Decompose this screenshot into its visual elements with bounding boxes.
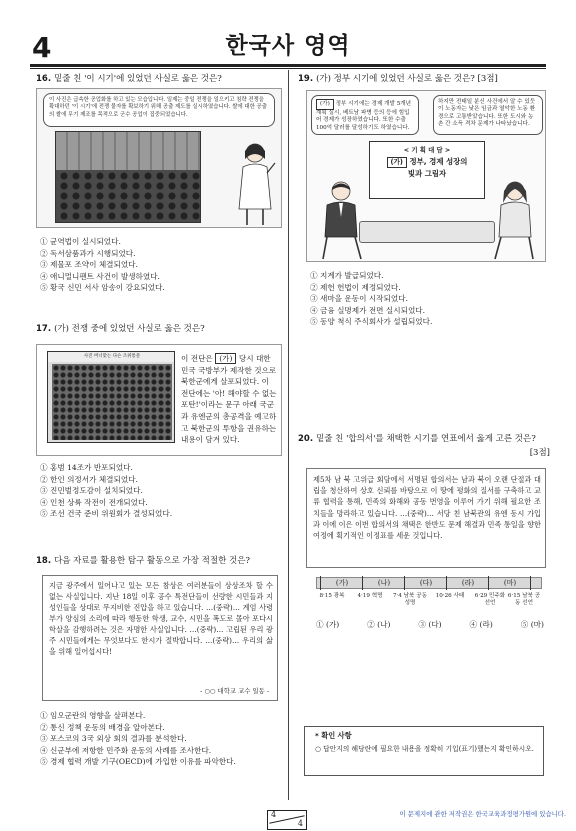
question-19-stem: [298, 74, 548, 85]
choice-3[interactable]: ③ 포스코의 3국 외상 회의 결과를 분석한다.: [40, 734, 187, 743]
question-20-score: [520, 448, 550, 459]
speech-bubble-left: [311, 95, 419, 135]
blank-ga: (가): [215, 353, 236, 364]
speech-bubble-right: 하지만 전태일 분신 사건에서 알 수 있듯이 노동자는 낮은 임금과 열악한 노동 환경으로 고통받았습니다. 또한 도시와 농촌 간 소득 격차 문제가 나타났습니다.: [433, 95, 543, 135]
choice-1[interactable]: ① (가): [316, 620, 340, 629]
choice-4[interactable]: ④ (라): [469, 620, 493, 629]
timeline-tick: [404, 576, 405, 590]
teacher-illustration: [233, 139, 277, 227]
tv-title: [376, 156, 478, 179]
timeline-event: 7·4 남북 공동 성명: [392, 593, 428, 606]
timeline-event: 4·19 혁명: [357, 593, 383, 599]
timeline-segment: (라): [461, 579, 475, 587]
question-text: (가) 정부 시기에 있었던 사실로 옳은 것은?: [316, 74, 475, 84]
choice-5[interactable]: ⑤ 황국 신민 서사 암송이 강요되었다.: [40, 283, 165, 292]
question-text: 다음 자료를 활용한 탐구 활동으로 가장 적절한 것은?: [54, 556, 250, 566]
timeline-event: 6·15 남북 공동 선언: [507, 593, 541, 606]
notice-body: ○ 답안지의 해당란에 필요한 내용을 정확히 기입(표기)했는지 확인하시오.: [315, 745, 534, 753]
question-19-figure: [306, 90, 546, 262]
timeline-event: 6·29 민주화 선언: [474, 593, 506, 606]
bubble-left-text: 정부 시기에는 경제 개발 5개년 계획 실시, 베트남 파병 등의 등에 힘입어 경제가 성장하였습니다. 또한 수출 100억 달러를 달성하기도 하였습니다.: [316, 101, 412, 131]
choice-2[interactable]: ② 한인 의정서가 체결되었다.: [40, 474, 138, 484]
header-rule-thick: [30, 64, 546, 67]
tv-program-label: < 기 획 대 담 >: [403, 146, 451, 154]
tv-screen: [369, 141, 485, 199]
timeline-tick: [530, 576, 531, 590]
choice-5[interactable]: ⑤ 경제 협력 개발 기구(OECD)에 가입한 이유를 파악한다.: [40, 757, 236, 766]
choice-4[interactable]: ④ 신군부에 저항한 민주화 운동의 사례를 조사한다.: [40, 745, 212, 755]
source-text-post: 당시 대한민국 국방부가 제작한 것으로 북한군에게 살포되었다. 이 전단에는 '아! 해야할 수 없는 포탄!'이라는 문구 아래 국군과 유엔군의 총공격을 예고하고 북한군의 투항을 권유하는 내용이 담겨 있다.: [181, 354, 277, 445]
question-18-source-box: [42, 575, 278, 701]
source-text: [49, 353, 277, 446]
score-label: [3점]: [529, 448, 550, 458]
notice-title: * 확인 사항: [315, 731, 352, 740]
female-speaker-illustration: [491, 177, 539, 261]
question-text: 밑줄 친 '합의서'를 채택한 시기를 연표에서 옳게 고른 것은?: [316, 434, 536, 444]
column-divider: [288, 70, 289, 800]
choice-4[interactable]: ④ 애니멀니팬트 사건이 발생하였다.: [40, 271, 160, 281]
timeline: [310, 576, 542, 616]
choice-1[interactable]: ① 임오군란의 영향을 살펴본다.: [40, 711, 146, 720]
question-17-source-box: [36, 344, 282, 456]
choice-2[interactable]: ② 독서삼품과가 시행되었다.: [40, 248, 136, 258]
tv-title-line-1: 정부, 경제 성장의: [409, 157, 468, 167]
choice-3[interactable]: ③ 새마을 운동이 시작되었다.: [310, 294, 408, 303]
photo-building: [56, 132, 201, 174]
timeline-segment: (가): [335, 579, 349, 587]
page-title: 한국사 영역: [225, 33, 351, 59]
question-number: 16.: [36, 74, 52, 84]
question-text: 밑줄 친 '이 시기'에 있었던 사실로 옳은 것은?: [54, 74, 222, 84]
page-counter: [267, 810, 307, 830]
timeline-bar: [316, 577, 542, 589]
photo-crowd: [56, 170, 201, 222]
choice-4[interactable]: ④ 인천 상륙 작전이 전개되었다.: [40, 497, 148, 507]
question-18-stem: [36, 556, 284, 567]
question-17-stem: [36, 324, 284, 335]
confirmation-notice: [304, 726, 544, 776]
question-text: (가) 전쟁 중에 있었던 사실로 옳은 것은?: [54, 324, 205, 334]
question-20-stem: [298, 434, 548, 445]
question-20-choices: [316, 620, 544, 630]
question-number: 20.: [298, 434, 314, 444]
question-number: 19.: [298, 74, 314, 84]
question-17-choices: [40, 462, 172, 520]
question-16-figure: [36, 88, 282, 228]
timeline-segment: (나): [377, 579, 391, 587]
total-pages: 4: [297, 818, 303, 828]
timeline-segment: (다): [419, 579, 433, 587]
choice-1[interactable]: ① 균역법이 실시되었다.: [40, 237, 121, 246]
tv-title-line-2: 빛과 그림자: [407, 169, 447, 179]
question-number: 17.: [36, 324, 52, 334]
source-text: 제5차 남 북 고위급 회담에서 서명된 합의서는 남과 북이 오랜 단절과 대립을 청산하여 상호 신뢰를 바탕으로 이 땅에 평화의 질서를 구축하고 교류 협력을 통해, 민족의 화해와 공동 번영을 이루어 가기 위해 필요한 조치들을 망라하고 있습니다. …(중략)… 서당 친 남북관의 유엔 동시 가입과 이에 이은 이번 합의서의 채택은 한반도 문제 해결과 민족 통일을 향한 여정에 획기적인 이정표를 세운 것입니다.: [313, 475, 541, 541]
question-16-stem: [36, 74, 284, 85]
source-text: 지금 광주에서 일어나고 있는 모든 참상은 여러분들이 상상조차 할 수 없는 사실입니다. 지난 18일 이후 공수 특전단들이 선량한 시민들과 지성인들을 상대로 무지비한 진압을 하고 있습니다. …(중략)… 계엄 사령부가 양심의 소리에 따라 행동한 학생, 교수, 시민을 폭도로 몰아 포다시 학살을 감행하려는 것은 자명한 사실입니다. …(중략)… 고립된 우리 광주 시민들에게는 무엇보다도 한시가 절박합니다. …(중략)… 우리의 삶을 위해 일어섭시다!: [49, 581, 273, 656]
timeline-tick: [362, 576, 363, 590]
blank-ga: (가): [387, 157, 407, 168]
source-attribution: - ○○ 대학교 교수 일동 -: [200, 686, 269, 695]
leaflet-heading: 사진 버너맞는 다슨 조위통문: [48, 352, 175, 362]
timeline-segment: (마): [503, 579, 517, 587]
choice-1[interactable]: ① 지계가 발급되었다.: [310, 271, 384, 280]
choice-2[interactable]: ② 제헌 헌법이 제정되었다.: [310, 282, 401, 292]
timeline-event: 10·26 사태: [435, 593, 465, 599]
blank-ga: (가): [316, 99, 334, 110]
header-rule-thin: [30, 68, 546, 69]
choice-3[interactable]: ③ (다): [418, 620, 442, 629]
choice-5[interactable]: ⑤ (마): [520, 620, 544, 629]
timeline-tick: [446, 576, 447, 590]
choice-5[interactable]: ⑤ 조선 건국 준비 위원회가 결성되었다.: [40, 509, 173, 518]
question-number: 18.: [36, 556, 52, 566]
choice-3[interactable]: ③ 제물포 조약이 체결되었다.: [40, 260, 138, 269]
page-number: 4: [32, 31, 52, 64]
question-20-source-box: [306, 468, 546, 568]
choice-1[interactable]: ① 홍범 14조가 반포되었다.: [40, 463, 133, 472]
score-label: [3점]: [477, 74, 498, 84]
timeline-tick: [488, 576, 489, 590]
choice-2[interactable]: ② 통신 정책 운동의 배경을 알아본다.: [40, 722, 165, 732]
question-19-choices: [310, 270, 432, 328]
source-text-pre: 이 전단은: [181, 354, 213, 363]
timeline-event: 8·15 광복: [319, 593, 345, 599]
question-18-choices: [40, 710, 236, 768]
choice-2[interactable]: ② (나): [367, 620, 391, 629]
speech-bubble: 이 사진은 급속한 공업화를 하고 있는 모습입니다. 일제는 중일 전쟁을 일으키고 침략 전쟁을 확대하던 '이 시기'에 전쟁 물자를 확보하기 위해 공출 제도를 실시하였습니다. 쌀에 대한 공출의 쌀에 무기 제조를 목적으로 군수 공업이 집중되었습니다.: [43, 93, 275, 127]
historical-photo: [55, 131, 201, 223]
timeline-tick: [320, 576, 321, 590]
choice-4[interactable]: ④ 금융 실명제가 전면 실시되었다.: [310, 305, 426, 315]
copyright-notice: 이 문제지에 관한 저작권은 한국교육과정평가원에 있습니다.: [399, 810, 566, 818]
choice-3[interactable]: ③ 진민벌정도감이 설치되었다.: [40, 486, 143, 495]
talk-show-desk: [359, 221, 495, 243]
current-page: 4: [271, 810, 277, 819]
male-speaker-illustration: [317, 177, 365, 261]
question-16-choices: [40, 236, 165, 294]
choice-5[interactable]: ⑤ 동양 척식 주식회사가 설립되었다.: [310, 317, 433, 326]
